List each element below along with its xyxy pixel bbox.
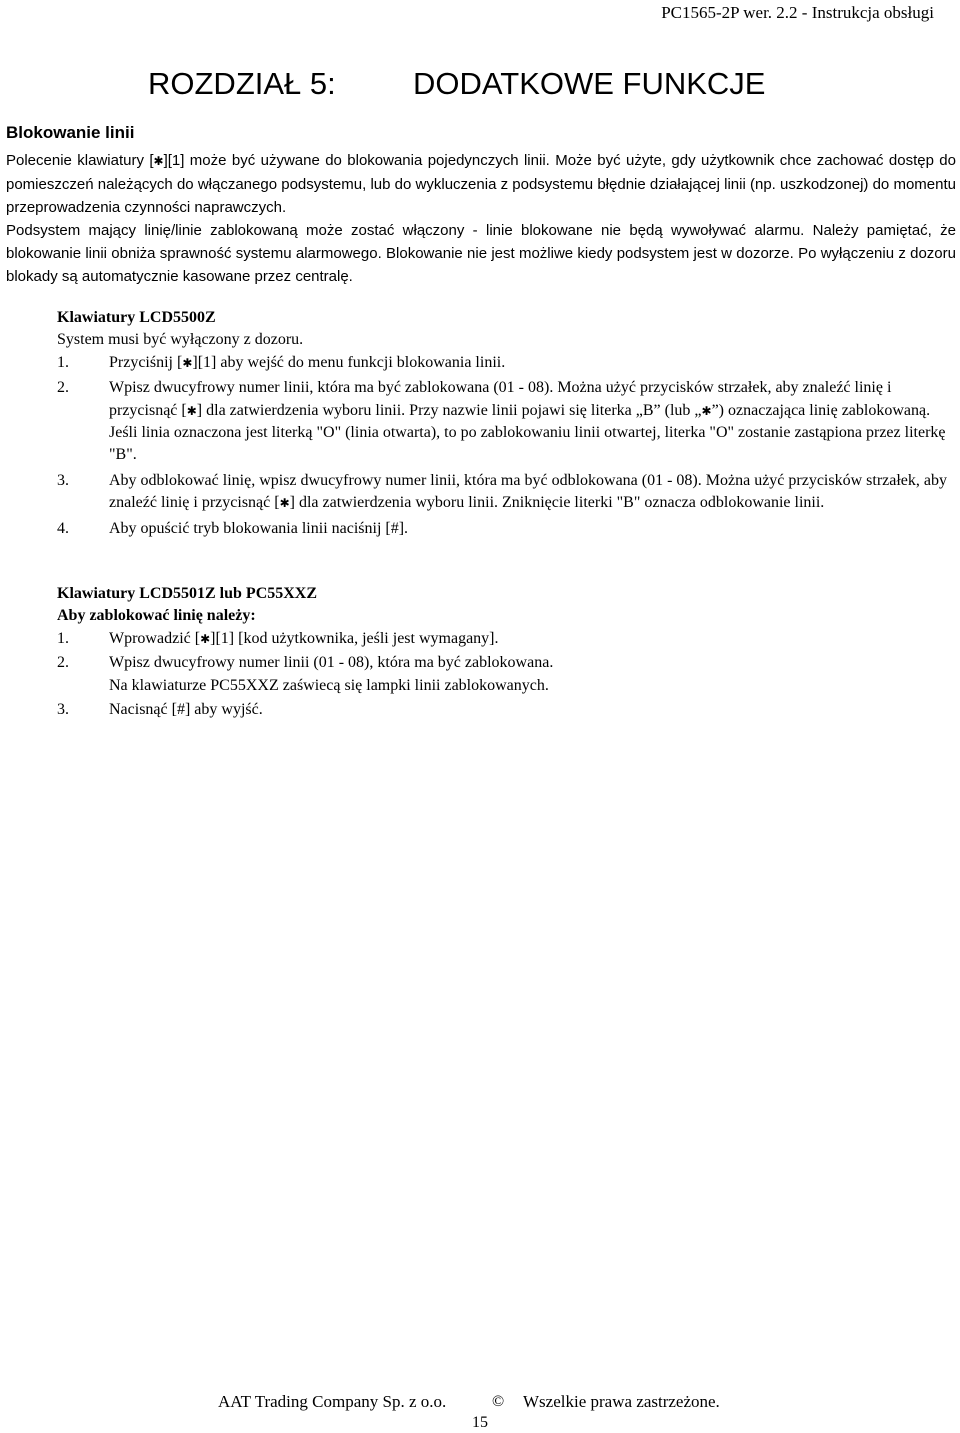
step-text: Aby opuścić tryb blokowania linii naciśnij [#]. [109, 519, 409, 537]
step-text: ”) oznaczająca linię zablokowaną. Jeśli linia oznaczona jest literką "O" (linia otwarta), to po zablokowaniu linii otwartej, literka "O" zostanie zastąpiona przez literkę "B". [109, 401, 946, 464]
step-text: Wprowadzić [ [109, 629, 201, 647]
step-text: Wpisz dwucyfrowy numer linii, która ma być zablokowana (01 - 08). Można użyć przycisków strzałek, aby znaleźć linię i przycisnąć [ [109, 379, 892, 419]
intro-paragraph-2: Podsystem mający linię/linie zablokowaną może zostać włączony - linie blokowane nie będą wywoływać alarmu. Należy pamiętać, że blokowanie linii obniża sprawność systemu alarmowego. Blokowanie nie jest możliwe kiedy podsystem jest w dozorze. Po wyłączeniu z dozoru blokady są automatycznie kasowane przez centralę. [6, 222, 956, 285]
step-number: 1. [57, 353, 69, 371]
step-number: 2. [57, 379, 69, 397]
page-number: 15 [472, 1414, 488, 1431]
section-heading: Blokowanie linii [6, 123, 135, 142]
step-text: Nacisnąć [#] aby wyjść. [109, 701, 263, 719]
running-header: PC1565-2P wer. 2.2 - Instrukcja obsługi [661, 3, 934, 22]
list-item [57, 518, 952, 540]
intro-paragraph-1 [6, 149, 956, 219]
footer [218, 1391, 758, 1431]
list-item [57, 628, 952, 650]
lcd5501-subheading: Aby zablokować linię należy: [57, 607, 256, 625]
list-item [57, 652, 952, 697]
step-text: Na klawiaturze PC55XXZ zaświecą się lampki linii zablokowanych. [109, 676, 549, 694]
intro-text [6, 149, 956, 288]
star-key-icon: ✱ [701, 403, 712, 418]
step-text: Przyciśnij [ [109, 353, 183, 371]
footer-rights: Wszelkie prawa zastrzeżone. [523, 1392, 720, 1411]
step-number: 3. [57, 701, 69, 719]
star-key-icon: ✱ [279, 496, 290, 511]
step-text: Wpisz dwucyfrowy numer linii (01 - 08), która ma być zablokowana. [109, 654, 554, 672]
step-number: 1. [57, 629, 69, 647]
step-text: Aby odblokować linię, wpisz dwucyfrowy numer linii, która ma być odblokowana (01 - 08). Można użyć przycisków strzałek, aby znaleźć linię i przycisnąć [ [109, 471, 947, 512]
step-text: ][1] aby wejść do menu funkcji blokowania linii. [192, 353, 506, 371]
step-number: 3. [57, 471, 69, 489]
list-item [57, 377, 952, 467]
chapter-number: ROZDZIAŁ 5: [148, 66, 336, 101]
step-number: 2. [57, 654, 69, 672]
chapter-title [148, 62, 828, 106]
step-text: ] dla zatwierdzenia wyboru linii. Zniknięcie literki "B" oznacza odblokowanie linii. [289, 494, 825, 512]
list-item [57, 699, 952, 721]
star-key-icon: ✱ [200, 631, 211, 646]
footer-company: AAT Trading Company Sp. z o.o. [218, 1392, 447, 1411]
list-item [57, 470, 952, 515]
star-key-icon: ✱ [186, 403, 197, 418]
step-number: 4. [57, 519, 69, 537]
lcd5501-steps [57, 628, 952, 722]
intro-text-run: ][1] może być używane do blokowania pojedynczych linii. Może być użyte, gdy użytkownik chce zachować dostęp do pomieszczeń należących do włączanego podsystemu, lub do wykluczenia z podsystemu błędnie działającej linii (np. uszkodzonej) do momentu przeprowadzenia czynności naprawczych. [6, 152, 956, 216]
lcd5501-heading: Klawiatury LCD5501Z lub PC55XXZ [57, 585, 318, 602]
step-text: ][1] [kod użytkownika, jeśli jest wymagany]. [210, 629, 499, 647]
lcd5500-note: System musi być wyłączony z dozoru. [57, 331, 304, 349]
star-key-icon: ✱ [153, 154, 164, 168]
chapter-name: DODATKOWE FUNKCJE [413, 66, 766, 101]
lcd5501-section [57, 583, 952, 723]
lcd5500-steps [57, 352, 952, 540]
list-item [57, 352, 952, 374]
star-key-icon: ✱ [182, 355, 193, 370]
intro-text-run: Polecenie klawiatury [ [6, 152, 154, 169]
copyright-icon: © [492, 1393, 505, 1410]
lcd5500-section [57, 307, 952, 543]
step-text: ] dla zatwierdzenia wyboru linii. Przy nazwie linii pojawi się literka „B” (lub „ [196, 401, 702, 419]
lcd5500-heading: Klawiatury LCD5500Z [57, 309, 216, 326]
